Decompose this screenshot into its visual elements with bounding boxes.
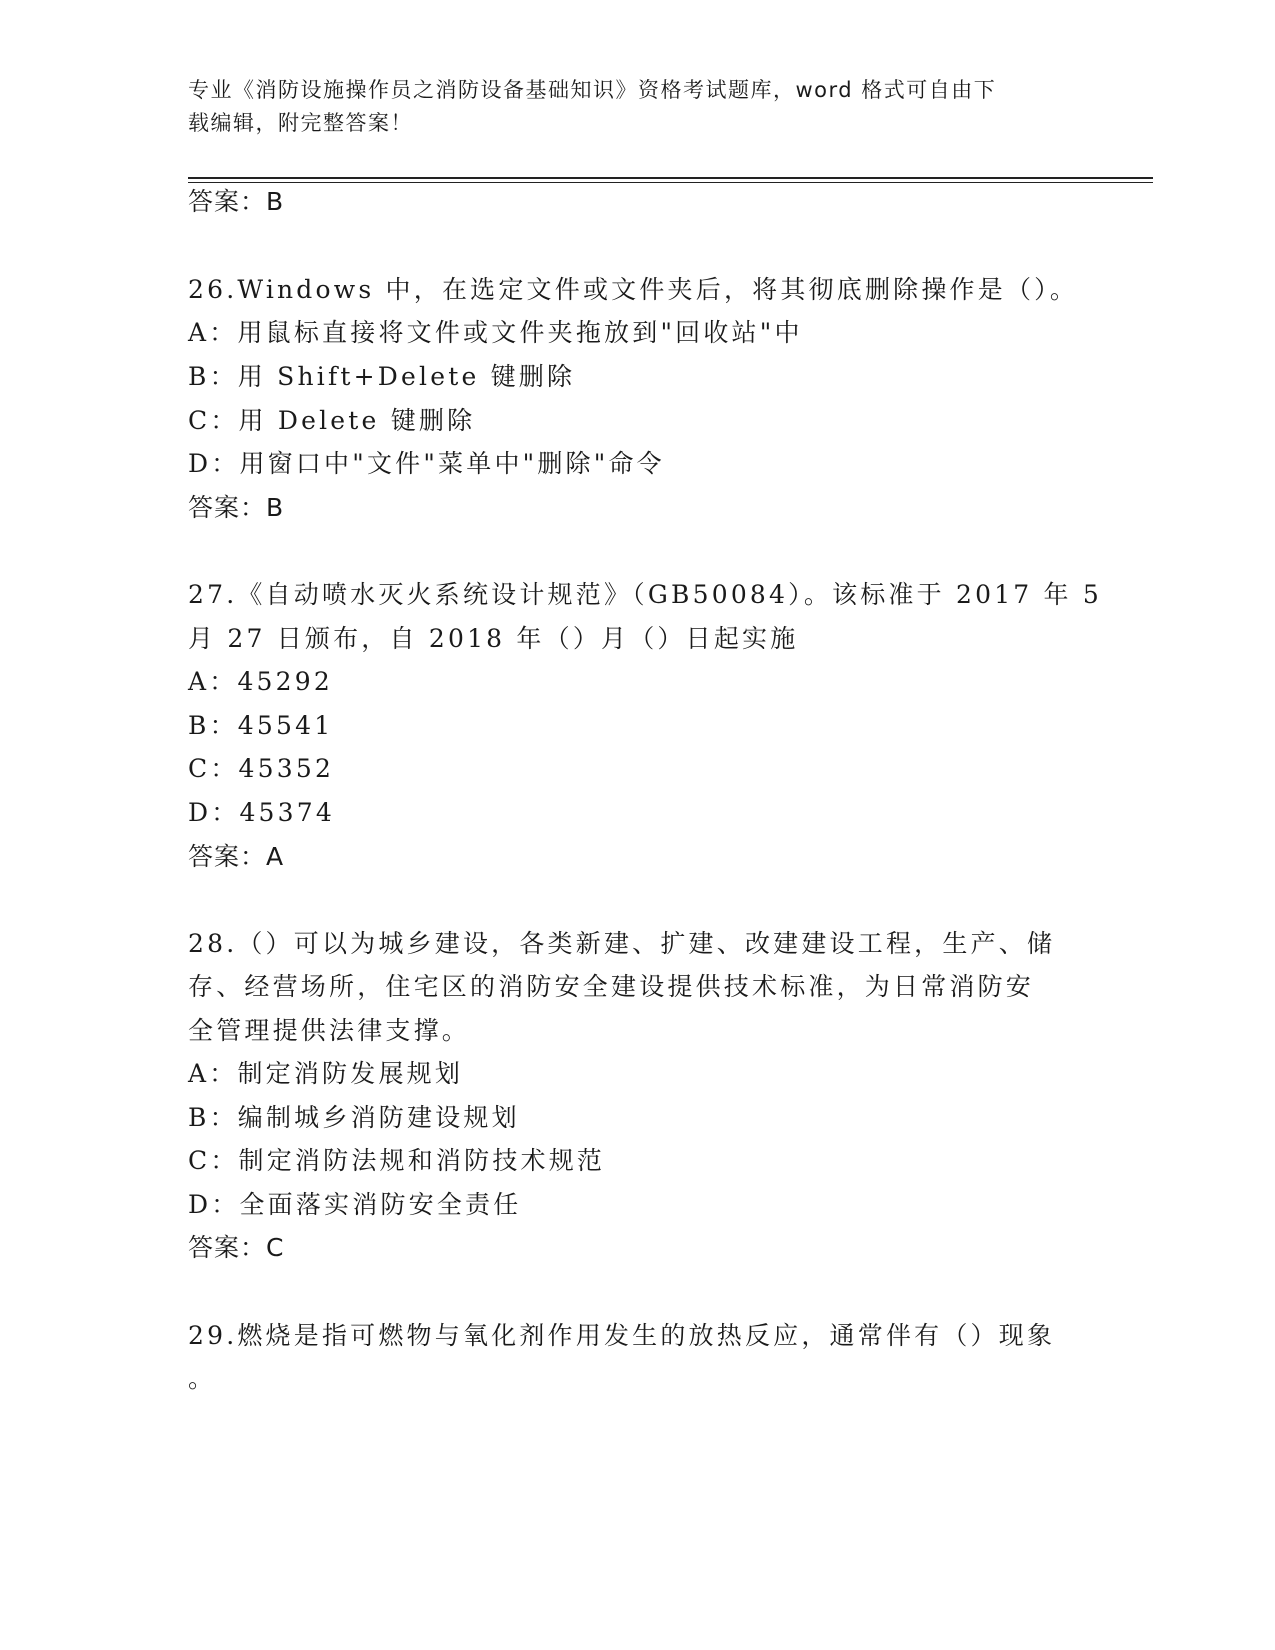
option-28-c: C：制定消防法规和消防技术规范 (188, 1146, 606, 1175)
option-26-c: C：用 Delete 键删除 (188, 406, 476, 435)
answer-28: 答案：C (188, 1233, 285, 1262)
option-27-b: B：45541 (188, 711, 334, 740)
header-divider-thick (188, 177, 1153, 179)
header-divider-thin (188, 182, 1153, 183)
answer-27: 答案：A (188, 842, 285, 871)
question-28-line-2: 存、经营场所，住宅区的消防安全建设提供技术标准，为日常消防安 (188, 972, 1035, 1001)
option-28-b: B：编制城乡消防建设规划 (188, 1103, 520, 1132)
question-29-line-1: 29.燃烧是指可燃物与氧化剂作用发生的放热反应，通常伴有（）现象 (188, 1321, 1056, 1350)
option-27-c: C：45352 (188, 754, 335, 783)
option-26-d: D：用窗口中"文件"菜单中"删除"命令 (188, 449, 665, 478)
question-26: 26.Windows 中，在选定文件或文件夹后，将其彻底删除操作是（）。 (188, 275, 1079, 304)
question-27-line-1: 27.《自动喷水灭火系统设计规范》（GB50084）。该标准于 2017 年 5 (188, 580, 1103, 609)
option-28-a: A：制定消防发展规划 (188, 1059, 464, 1088)
option-27-a: A：45292 (188, 667, 333, 696)
question-28-line-1: 28.（）可以为城乡建设，各类新建、扩建、改建建设工程，生产、储 (188, 929, 1056, 958)
question-28-line-3: 全管理提供法律支撑。 (188, 1016, 471, 1045)
option-26-b: B：用 Shift+Delete 键删除 (188, 362, 576, 391)
question-29-line-2: 。 (188, 1364, 217, 1393)
option-28-d: D：全面落实消防安全责任 (188, 1190, 522, 1219)
answer-26: 答案：B (188, 493, 285, 522)
header-line-1: 专业《消防设施操作员之消防设备基础知识》资格考试题库，word 格式可自由下 (188, 78, 997, 102)
option-26-a: A：用鼠标直接将文件或文件夹拖放到"回收站"中 (188, 318, 803, 347)
header-line-2: 载编辑，附完整答案！ (188, 111, 413, 135)
document-header (188, 74, 1078, 140)
answer-25: 答案：B (188, 187, 285, 216)
question-27-line-2: 月 27 日颁布，自 2018 年（）月（）日起实施 (188, 624, 799, 653)
option-27-d: D：45374 (188, 798, 335, 827)
